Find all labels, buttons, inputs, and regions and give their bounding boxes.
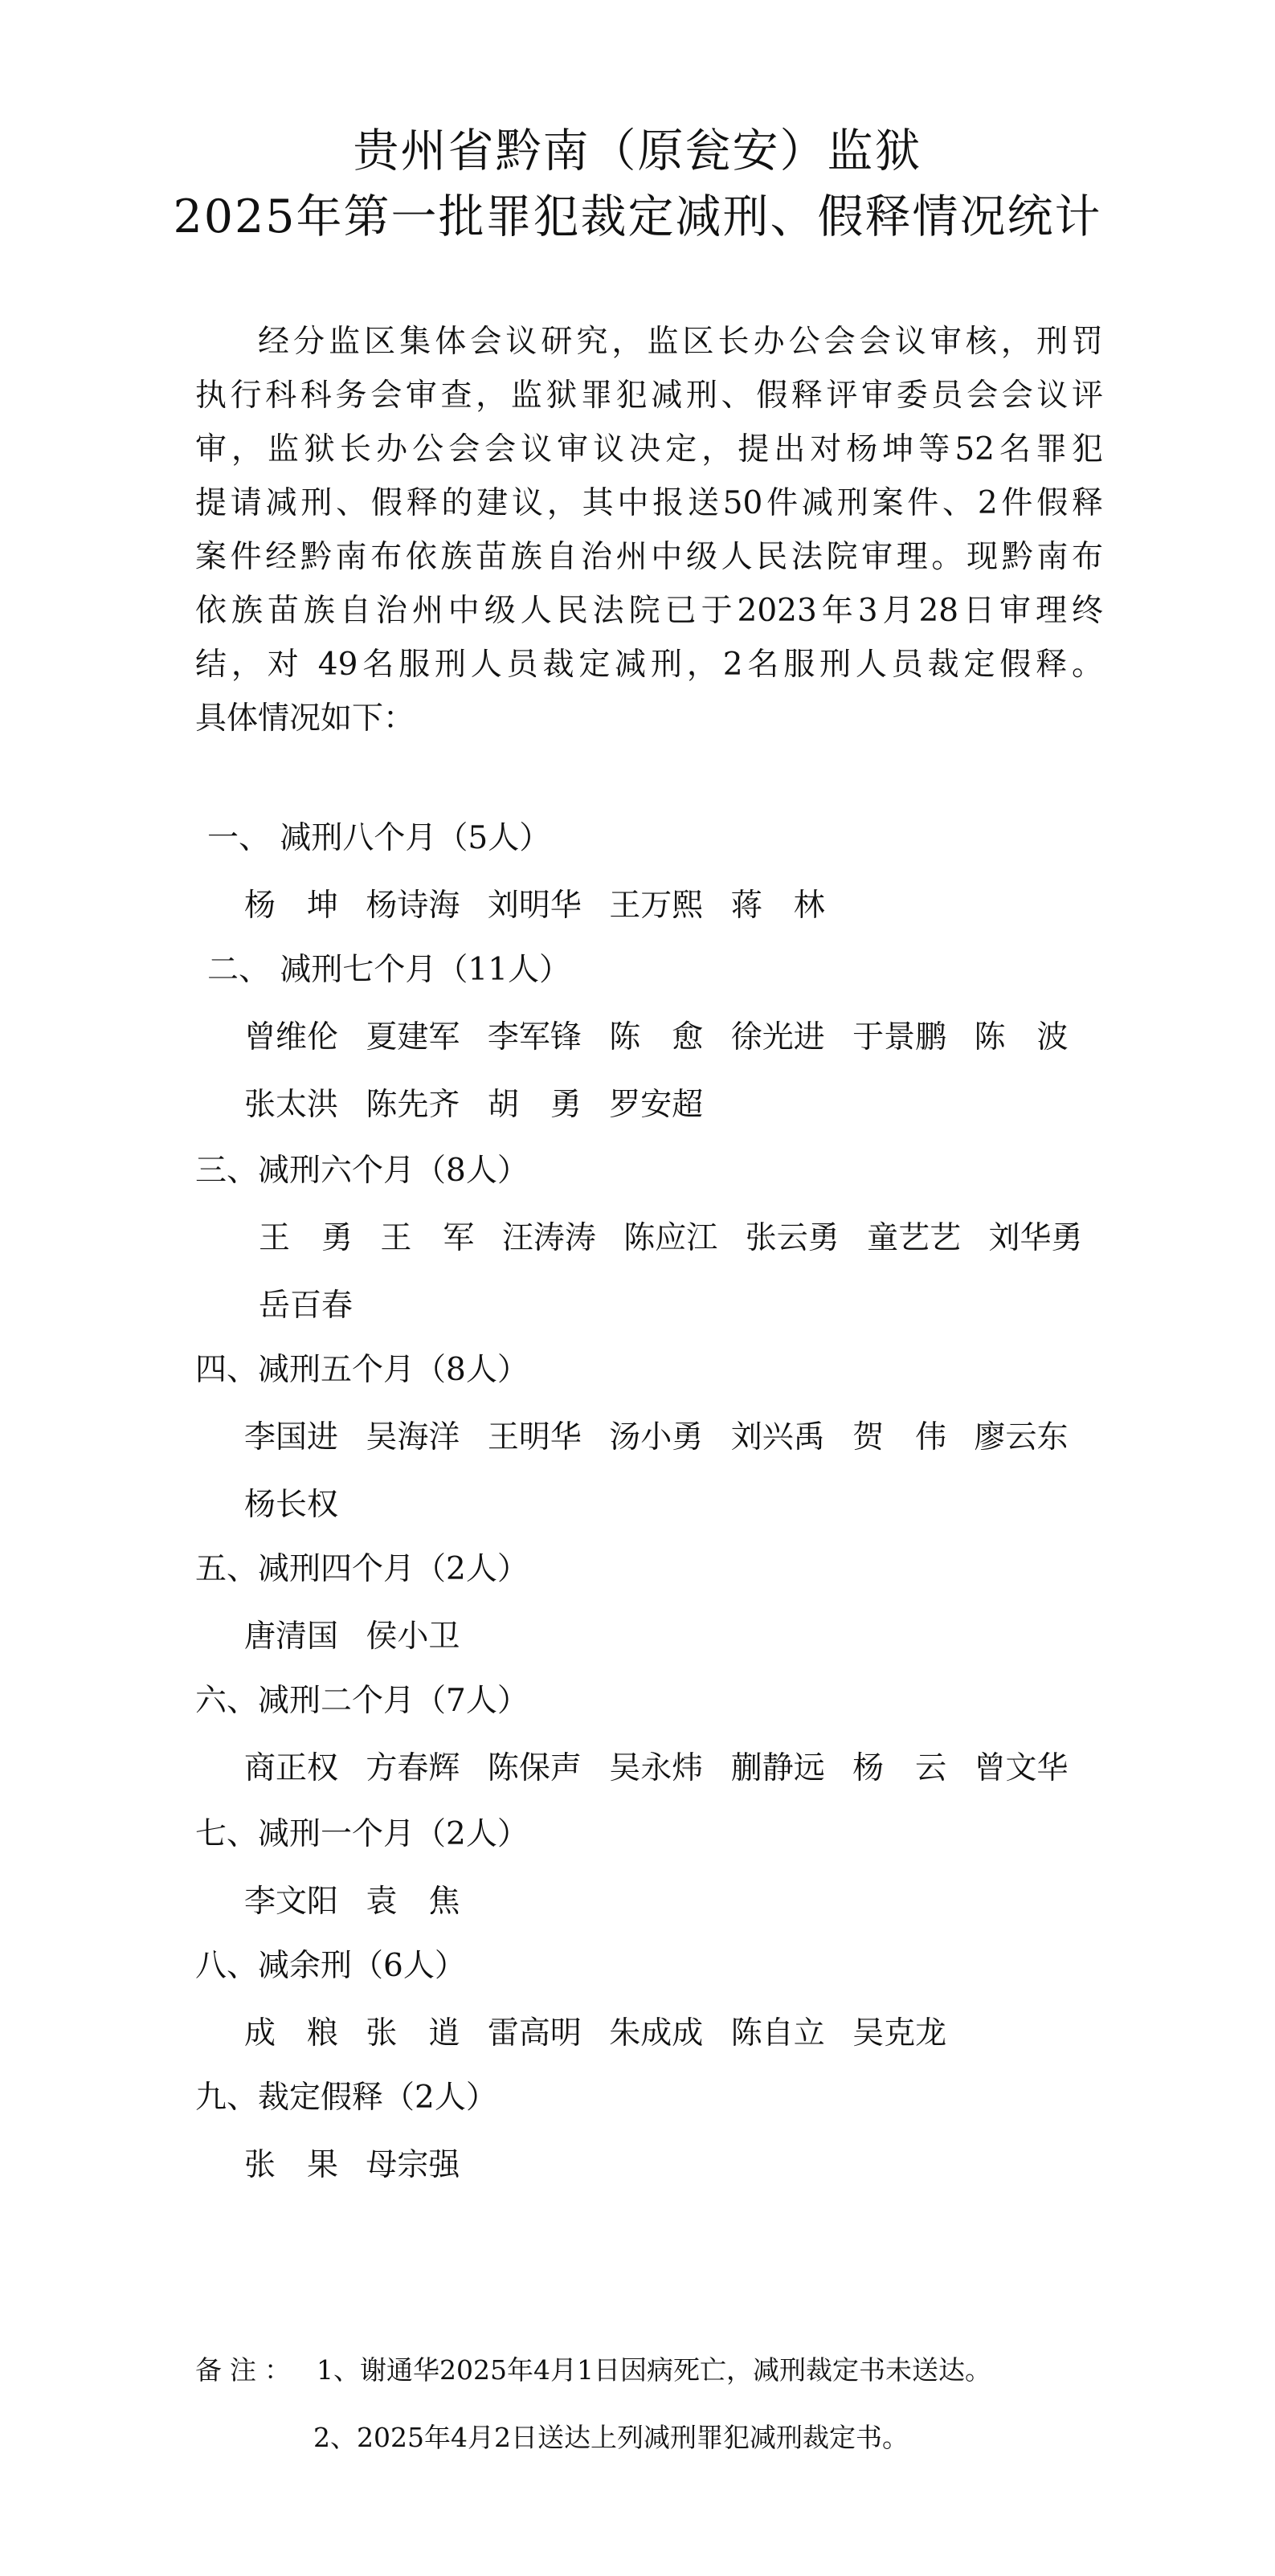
person-name: 杨长权 (244, 1487, 339, 1523)
section-heading: 三、减刑六个月（8人） (195, 1153, 529, 1189)
person-name: 侯小卫 (366, 1619, 460, 1655)
name-row (259, 1284, 370, 1329)
person-name: 童艺艺 (867, 1220, 962, 1256)
person-name: 汪涛涛 (501, 1220, 596, 1256)
person-name: 王 勇 (259, 1220, 353, 1256)
person-name: 胡 勇 (487, 1087, 582, 1123)
name-row (259, 1216, 1101, 1261)
intro-line: 提请减刑、假释的建议，其中报送50件减刑案件、2件假释 (195, 485, 1103, 521)
person-name: 雷高明 (487, 2015, 582, 2051)
person-name: 蒋 林 (730, 888, 825, 924)
intro-line: 案件经黔南布依族苗族自治州中级人民法院审理。现黔南布 (195, 539, 1103, 575)
person-name: 母宗强 (366, 2147, 460, 2183)
section-heading: 八、减余刑（6人） (195, 1948, 466, 1984)
person-name: 杨诗海 (366, 888, 460, 924)
intro-line: 依族苗族自治州中级人民法院已于2023年3月28日审理终 (195, 593, 1103, 629)
name-row (244, 1483, 356, 1528)
notes-first-line (195, 2350, 991, 2390)
person-name: 贺 伟 (852, 1419, 947, 1455)
name-row (244, 1880, 477, 1925)
section-heading: 二、 减刑七个月（11人） (207, 952, 571, 988)
section-heading: 七、减刑一个月（2人） (195, 1816, 529, 1852)
person-name: 陈 波 (974, 1019, 1069, 1055)
person-name: 吴克龙 (852, 2015, 947, 2051)
person-name: 吴永炜 (609, 1750, 704, 1786)
person-name: 吴海洋 (366, 1419, 460, 1455)
section-heading: 一、 减刑八个月（5人） (207, 820, 551, 856)
person-name: 王 军 (380, 1220, 475, 1256)
person-name: 蒯静远 (730, 1750, 825, 1786)
person-name: 陈先齐 (366, 1087, 460, 1123)
name-row (244, 2011, 964, 2056)
document-subtitle: 2025年第一批罪犯裁定减刑、假释情况统计 (173, 190, 1102, 243)
person-name: 罗安超 (609, 1087, 704, 1123)
person-name: 陈 愈 (609, 1019, 704, 1055)
name-row (244, 1615, 477, 1659)
person-name: 曾文华 (974, 1750, 1069, 1786)
section-heading: 九、裁定假释（2人） (195, 2080, 497, 2116)
section-heading: 六、减刑二个月（7人） (195, 1683, 529, 1719)
person-name: 岳百春 (259, 1288, 353, 1324)
notes-label: 备注： (195, 2354, 299, 2386)
person-name: 方春辉 (366, 1750, 460, 1786)
intro-paragraph (195, 315, 1103, 745)
person-name: 陈自立 (730, 2015, 825, 2051)
name-row (244, 1015, 1086, 1060)
document-title: 贵州省黔南（原瓮安）监狱 (353, 125, 922, 178)
person-name: 李军锋 (487, 1019, 582, 1055)
person-name: 张云勇 (745, 1220, 840, 1256)
intro-line: 结，对 49名服刑人员裁定减刑，2名服刑人员裁定假释。 (195, 647, 1103, 683)
person-name: 成 粮 (244, 2015, 339, 2051)
person-name: 杨 云 (852, 1750, 947, 1786)
person-name: 袁 焦 (366, 1884, 460, 1920)
person-name: 张 逍 (366, 2015, 460, 2051)
person-name: 徐光进 (730, 1019, 825, 1055)
intro-line: 具体情况如下： (195, 700, 415, 737)
name-row (244, 1083, 721, 1128)
name-row (244, 884, 843, 929)
name-row (244, 1415, 1086, 1460)
person-name: 于景鹏 (852, 1019, 947, 1055)
person-name: 商正权 (244, 1750, 339, 1786)
intro-line: 经分监区集体会议研究，监区长办公会会议审核，刑罚 (258, 324, 1103, 360)
section-heading: 四、减刑五个月（8人） (195, 1352, 529, 1388)
person-name: 夏建军 (366, 1019, 460, 1055)
person-name: 刘华勇 (988, 1220, 1083, 1256)
person-name: 唐清国 (244, 1619, 339, 1655)
note-item: 2、2025年4月2日送达上列减刑罪犯减刑裁定书。 (313, 2422, 909, 2453)
person-name: 杨 坤 (244, 888, 339, 924)
person-name: 朱成成 (609, 2015, 704, 2051)
person-name: 李文阳 (244, 1884, 339, 1920)
person-name: 廖云东 (974, 1419, 1069, 1455)
person-name: 李国进 (244, 1419, 339, 1455)
person-name: 汤小勇 (609, 1419, 704, 1455)
name-row (244, 2143, 477, 2188)
person-name: 曾维伦 (244, 1019, 339, 1055)
intro-line: 执行科科务会审查，监狱罪犯减刑、假释评审委员会会议评 (195, 378, 1103, 414)
intro-line: 审，监狱长办公会会议审议决定，提出对杨坤等52名罪犯 (195, 431, 1103, 467)
name-row (244, 1746, 1086, 1791)
person-name: 王万熙 (609, 888, 704, 924)
person-name: 刘明华 (487, 888, 582, 924)
person-name: 张太洪 (244, 1087, 339, 1123)
note-item: 1、谢通华2025年4月1日因病死亡，减刑裁定书未送达。 (317, 2354, 991, 2386)
section-heading: 五、减刑四个月（2人） (195, 1551, 529, 1587)
person-name: 张 果 (244, 2147, 339, 2183)
person-name: 王明华 (487, 1419, 582, 1455)
person-name: 刘兴禹 (730, 1419, 825, 1455)
person-name: 陈保声 (487, 1750, 582, 1786)
person-name: 陈应江 (623, 1220, 718, 1256)
